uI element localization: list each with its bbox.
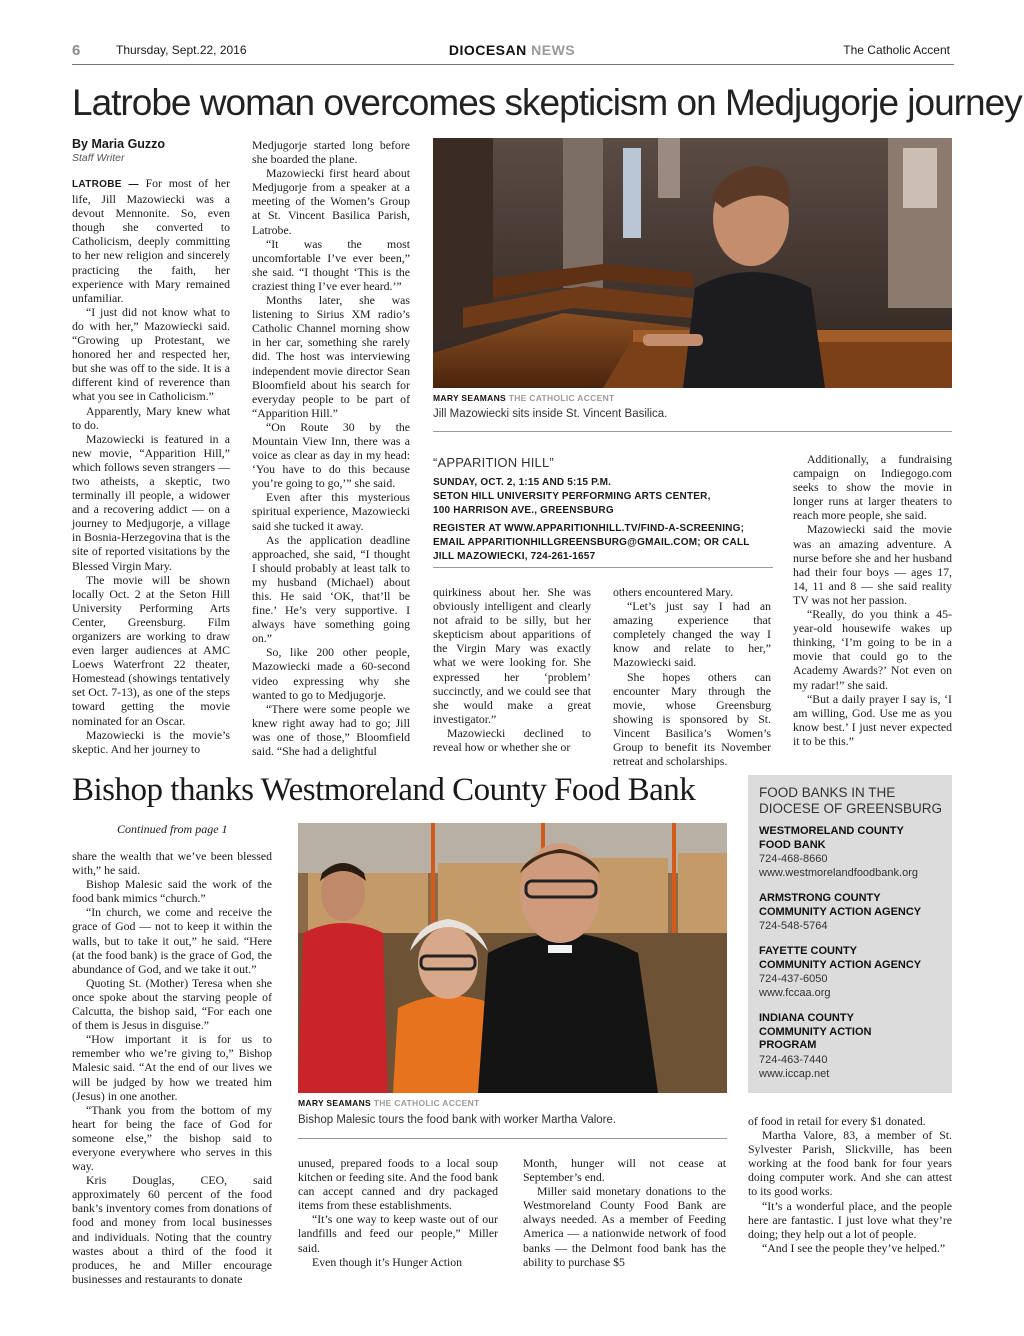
food-bank-name: COMMUNITY ACTION AGENCY: [759, 905, 922, 918]
food-bank-website[interactable]: www.iccap.net: [759, 1067, 830, 1080]
caption-rule: [433, 431, 952, 432]
food-bank-phone: 724-548-5764: [759, 920, 828, 932]
food-bank-name: PROGRAM: [759, 1039, 817, 1051]
article2-col2-paragraph: Even though it’s Hunger Action: [312, 1254, 463, 1269]
food-bank-phone: 724-463-7440: [759, 1053, 828, 1066]
food-bank-website[interactable]: www.fccaa.org: [759, 987, 831, 999]
event-date-line: SUNDAY, OCT. 2, 1:15 AND 5:15 P.M.: [433, 477, 612, 488]
article1-col2-paragraph: “It was the most uncomfortable I’ve ever been,” she said. “I thought ‘This is the craziest thing I’ve ever heard.’”: [252, 236, 410, 293]
article2-col3-paragraph: Month, hunger will not cease at September’s end.: [523, 1156, 726, 1185]
article2-column-1: [72, 849, 272, 1286]
article2-column-3: [523, 1156, 726, 1274]
article1-col2-paragraph: As the application deadline approached, she said, “I thought I should probably at least talk to my husband (Michael) about this. He said ‘OK, that’ll be fine.’ He’s very supportive. I always have something going on.”: [252, 532, 410, 646]
article1-col1-paragraph: Apparently, Mary knew what to do.: [72, 403, 230, 432]
article2-col4-paragraph: Martha Valore, 83, a member of St. Sylvester Parish, Slickville, has been working at the food bank for four years doing computer work. And she can attest to its good works.: [748, 1128, 952, 1199]
sidebar-title-line-1: FOOD BANKS IN THE: [759, 785, 896, 800]
header-rule: [72, 64, 954, 65]
food-bank-phone: 724-437-6050: [759, 973, 828, 985]
article1-col5-paragraph: Mazowiecki said the movie was an amazing adventure. A nurse before she and her husband had their four boys — ages 17, 14, 11 and 8 — she said reality TV was not her passion.: [793, 522, 952, 607]
article1-col2-paragraph: So, like 200 other people, Mazowiecki made a 60-second video expressing why she wanted to go to Medjugorje.: [252, 645, 410, 702]
food-bank-name: FAYETTE COUNTY: [759, 945, 857, 957]
article1-col1-paragraph: [72, 176, 230, 305]
sidebar-title-line-2: DIOCESE OF GREENSBURG: [759, 801, 943, 816]
food-bank-name: WESTMORELAND COUNTY: [759, 825, 904, 837]
church-interior-illustration: [433, 138, 952, 388]
article1-col4-paragraph: others encountered Mary.: [613, 585, 734, 599]
article1-col2-paragraph: Months later, she was listening to Sirius XM radio’s Catholic Channel morning show in her car, something she rarely did. The host was interviewing independent movie director Sean Bloomfield about his search for everyday people to be part of “Apparition Hill.”: [252, 293, 410, 420]
caption-rule: [298, 1138, 727, 1139]
article1-col3-paragraph: Mazowiecki declined to reveal how or whether she or: [433, 725, 591, 755]
article1-photo-credit: [433, 393, 615, 403]
event-address-line: 100 HARRISON AVE., GREENSBURG: [433, 505, 614, 516]
article2-col1-paragraph: share the wealth that we’ve been blessed with,” he said.: [72, 849, 272, 878]
article1-photo-caption: Jill Mazowiecki sits inside St. Vincent Basilica.: [433, 408, 668, 420]
article2-col4-paragraph: “It’s a wonderful place, and the people here are fantastic. I just love what they’re doing; they help out a lot of people.: [748, 1198, 952, 1241]
article1-col2-paragraph: “There were some people we knew right away had to go; Jill was one of those,” Bloomfield said. “She had a delightful: [252, 701, 410, 759]
article1-byline-title: Staff Writer: [72, 152, 125, 164]
article1-col2-paragraph: Mazowiecki first heard about Medjugorje from a speaker at a meeting of the Women’s Group at St. Vincent Basilica Parish, Latrobe.: [252, 166, 410, 237]
article1-col1-paragraph: Mazowiecki is the movie’s skeptic. And her journey to: [72, 727, 230, 756]
article1-col5-paragraph: “Really, do you think a 45-year-old housewife wakes up thinking, ‘I’m going to be in a movie that could go to the Academy Awards?’ Not even on my radar!” she said.: [793, 607, 952, 692]
photo-credit-name: MARY SEAMANS: [298, 1098, 372, 1108]
article1-byline: By Maria Guzzo: [72, 137, 166, 151]
article2-col4-paragraph: “And I see the people they’ve helped.”: [762, 1240, 946, 1255]
food-bank-name: COMMUNITY ACTION AGENCY: [759, 958, 922, 971]
event-infobox: [433, 476, 783, 564]
article1-column-2: [252, 138, 410, 759]
article1-col1-paragraph: The movie will be shown locally Oct. 2 at the Seton Hill University Performing Arts Center, Greensburg. Film organizers are working to draw even larger audiences at AMC Loews Waterfront 22 theater, Homestead (showings tentatively set Oct. 7-13), as one of the steps toward getting the movie nominated for an Oscar.: [72, 572, 230, 728]
article2-col2-paragraph: “It’s one way to keep waste out of our landfills and feed our people,” Miller said.: [298, 1212, 498, 1255]
event-infobox-title: “APPARITION HILL”: [433, 455, 554, 470]
food-bank-website[interactable]: www.westmorelandfoodbank.org: [759, 867, 918, 879]
article1-dateline: LATROBE —: [72, 179, 139, 190]
article2-col1-paragraph: Bishop Malesic said the work of the food bank mimics “church.”: [72, 877, 272, 906]
article2-photo: [298, 823, 727, 1093]
food-bank-entry: [759, 825, 942, 880]
article1-column-1: [72, 176, 230, 756]
article1-headline: Latrobe woman overcomes skepticism on Medjugorje journey: [72, 82, 1022, 123]
event-register-line: REGISTER AT WWW.APPARITIONHILL.TV/FIND-A-SCREENING;: [433, 523, 745, 534]
section-title-bold: DIOCESAN: [448, 42, 527, 58]
article1-col4-paragraph: “Let’s just say I had an amazing experience that completely changed the way I know and relate to her,” Mazowiecki said.: [613, 599, 771, 670]
article1-column-4: [613, 585, 771, 769]
article1-column-5: [793, 452, 952, 756]
photo-credit-name: MARY SEAMANS: [433, 393, 507, 403]
article2-col1-paragraph: “Thank you from the bottom of my heart for being the face of God for someone else,” the bishop said to everyone everywhere who serves in this way.: [72, 1102, 272, 1174]
article1-col4-paragraph: She hopes others can encounter Mary through the movie, whose Greensburg showing is sponsored by St. Vincent Basilica’s Women’s Group to benefit its November retreat and scholarships.: [613, 669, 771, 769]
article2-photo-caption: Bishop Malesic tours the food bank with worker Martha Valore.: [298, 1114, 617, 1126]
issue-date: Thursday, Sept.22, 2016: [116, 43, 247, 57]
article1-col2-paragraph: Medjugorje started long before she boarded the plane.: [252, 138, 410, 167]
article2-col1-paragraph: Kris Douglas, CEO, said approximately 60 percent of the food bank’s inventory comes from donations of food and money from local businesses and individuals. Noting that the country wastes about a third of the food it produces, he and Miller encourage businesses and restaurants to donate: [72, 1173, 272, 1286]
food-bank-entry: [759, 892, 942, 933]
article1-col3-paragraph: quirkiness about her. She was obviously intelligent and clearly not afraid to be silly, but her skepticism about apparitions of the Virgin Mary was exactly what we were looking for. She expressed her ‘problem’ succinctly, and we could see that she would make a great investigator.”: [433, 585, 591, 726]
food-bank-illustration: [298, 823, 727, 1093]
article1-col5-paragraph: Additionally, a fundraising campaign on Indiegogo.com seeks to show the movie in longer runs at larger theaters to reach more people, she said.: [793, 452, 952, 523]
event-phone-line: JILL MAZOWIECKI, 724-261-1657: [433, 551, 596, 562]
article1-col5-paragraph: “But a daily prayer I say is, ‘I am willing, God. Use me as you know best.’ I just never expected it to be this.”: [793, 691, 952, 748]
article1-col2-paragraph: “On Route 30 by the Mountain View Inn, there was a voice as clear as day in my head: ‘You have to do this because you’re going to go,’” she said.: [252, 419, 410, 491]
article2-headline: Bishop thanks Westmoreland County Food Bank: [72, 772, 696, 808]
event-email-line: EMAIL APPARITIONHILLGREENSBURG@GMAIL.COM; OR CALL: [433, 537, 750, 548]
article2-col3-paragraph: Miller said monetary donations to the Westmoreland County Food Bank are always needed. As a member of Feeding America — a nationwide network of food banks — the Delmont food bank has the ability to purchase $5: [523, 1184, 726, 1269]
photo-credit-org: THE CATHOLIC ACCENT: [508, 393, 615, 403]
page-number: 6: [72, 42, 81, 59]
article2-col1-paragraph: “How important it is for us to remember who we’re giving to,” Bishop Malesic said. “At the end of our lives we will be judged by how we treated him (Jesus) in one another.: [72, 1032, 272, 1103]
article2-col4-paragraph: of food in retail for every $1 donated.: [748, 1114, 926, 1128]
article1-col2-paragraph: Even after this mysterious spiritual experience, Mazowiecki said she tucked it away.: [252, 490, 410, 533]
publication-name: The Catholic Accent: [843, 43, 950, 57]
food-bank-name: INDIANA COUNTY: [759, 1012, 854, 1024]
infobox-rule: [433, 567, 773, 568]
food-bank-phone: 724-468-8660: [759, 853, 828, 865]
food-bank-entry: [759, 1012, 942, 1081]
article2-photo-credit: [298, 1098, 480, 1108]
article1-col1-text: For most of her life, Jill Mazowiecki was a devout Mennonite. So, even though she converted to Catholicism, deeply committing to her new religion and sincerely practicing the faith, her experience with Mary remained unfamiliar.: [72, 176, 230, 305]
continued-from-label: Continued from page 1: [117, 822, 228, 836]
food-bank-entry: [759, 945, 942, 1000]
article2-column-2: [298, 1156, 498, 1274]
food-bank-name: COMMUNITY ACTION: [759, 1025, 872, 1038]
article2-col1-paragraph: Quoting St. (Mother) Teresa when she once spoke about the starving people of Calcutta, the bishop said, “For each one of them is Jesus in disguise.”: [72, 975, 272, 1033]
article2-col1-paragraph: “In church, we come and receive the grace of God — not to keep it within the walls, but to take it out,” he said. “Here (at the food bank) is the grace of God, the abundance of God, and we take it out.”: [72, 905, 272, 976]
article1-photo: [433, 138, 952, 388]
article1-column-3: [433, 585, 591, 756]
event-venue-line: SETON HILL UNIVERSITY PERFORMING ARTS CENTER,: [433, 491, 711, 502]
food-bank-name: ARMSTRONG COUNTY: [759, 892, 881, 904]
article1-col1-paragraph: Mazowiecki is featured in a new movie, “Apparition Hill,” which follows seven strangers — two atheists, a skeptic, two terminally ill people, a widower and a recovering addict — on a journey to Medjugorje, a village in Bosnia-Herzegovina that is the site of reported visitations by the Blessed Virgin Mary.: [72, 431, 230, 573]
section-title-gray: NEWS: [531, 42, 576, 58]
article2-column-4: [748, 1114, 952, 1274]
photo-credit-org: THE CATHOLIC ACCENT: [373, 1098, 480, 1108]
article1-col1-paragraph: “I just did not know what to do with her,” Mazowiecki said. “Growing up Protestant, we honored her and respected her, but she was off to the side. It is a different kind of reverence than what you see in Catholicism.”: [72, 304, 230, 404]
article2-col2-paragraph: unused, prepared foods to a local soup kitchen or feeding site. And the food bank can accept canned and dry packaged items from these establishments.: [298, 1156, 498, 1213]
food-bank-name: FOOD BANK: [759, 838, 826, 851]
food-banks-sidebar: [748, 775, 952, 1093]
